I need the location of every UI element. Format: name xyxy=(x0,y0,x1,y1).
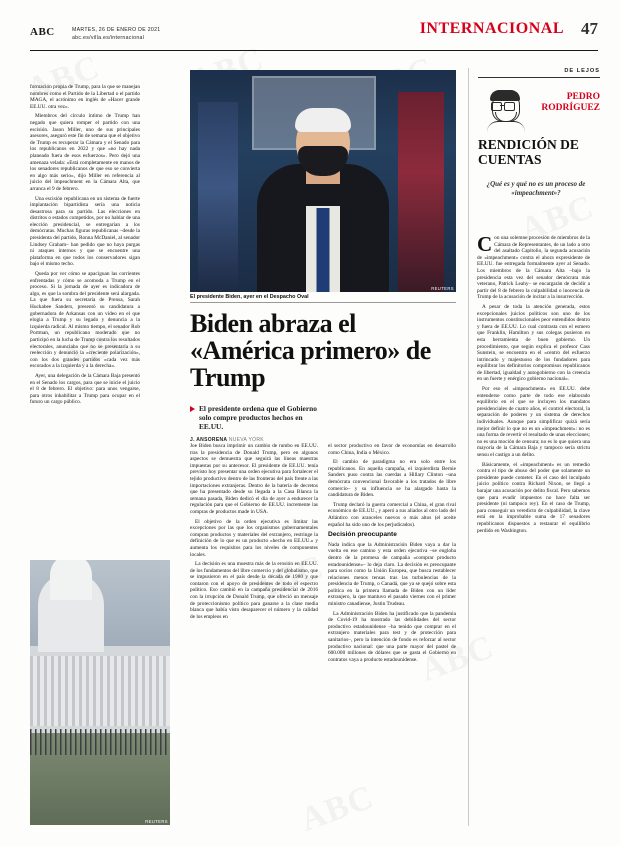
paragraph: Por eso el «impeachment» en EE.UU. debe entenderse como parte de todo ese elaborado equilibrio en el que se incluyen los mandatos presidenciales de cuatro años, el control electoral, la separación de poderes y un sistema de derechos individuales. Aunque para simplificar quizá sería mejor definir lo que no es un «impeachment»: no es una forma de revertir el resultado de unas elecciones; no es una moción de censura; no es lo que quiera una mayoría de la Cámara Baja y tampoco sería strictu sensu el castigo a un delito. xyxy=(477,386,590,458)
hair-shape xyxy=(295,108,351,132)
paragraph: El cambio de paradigma no era solo entre los republicanos. En aquella campaña, el izquierdista Bernie Sanders puso contra las cuerdas a Hillary Clinton –una demócrata convencional favorable a los tratados de libre comercio– y su influencia se ha alargado hasta la candidatura de Biden. xyxy=(328,459,456,499)
article-column-2 xyxy=(190,443,318,623)
masthead xyxy=(30,19,598,51)
opinion-author xyxy=(536,92,600,114)
glasses-icon xyxy=(504,102,515,111)
paragraph: Nada indica que la Administración Biden vaya a dar la vuelta en ese camino y esta orden ejecutiva –se engloba dentro de la promesa de campaña «comprar producto estadounidense»– lo deja claro. La decisión es preocupante para socios como la Unión Europea, que busca restablecer relaciones menos tensas tras las turbulencias de la presidencia de Trump, o Canadá, que ya se quejó sobre esta política en la primera llamada de Biden con un líder extranjero, la que mantuvo el pasado viernes con el primer ministro canadiense, Justin Trudeau. xyxy=(328,541,456,608)
paragraph: Con una solemne procesión de miembros de la Cámara de Representantes, de un lado a otro del asaltado Capitolio, la segunda acusación de «impeachment» contra el ahora expresidente de EE.UU. fue entregada formalmente ayer al Senado. Los miembros de la Cámara Alta –bajo la presidencia esta vez del senador demócrata más veterano, Patrick Leahy– se encargarán de decidir a partir del 8 de febrero la culpabilidad o inocencia de Trump de la acusación de incitar a la insurrección. xyxy=(477,232,590,301)
portrait-shoulders xyxy=(487,121,525,132)
flag-left xyxy=(198,102,238,292)
glasses-icon xyxy=(491,102,502,111)
photo-caption: El presidente Biden, ayer en el Despacho Oval xyxy=(190,294,456,303)
paragraph: La decisión es una muestra más de la erosión en EE.UU. de los fundamentos del libre comercio y del globalismo, que se impusieron en el país desde la década de 1980 y que contaron con el apoyo de presidentes de todo el espectro político. Eso cambió en la campaña presidencial de 2016 con la irrupción de Donald Trump, que ofreció un mensaje de proteccionismo político para ganarse a la clase media blanca que había visto desaparecer el número y la calidad de los empleos en xyxy=(190,561,318,620)
article-column-3 xyxy=(328,443,456,666)
opinion-standfirst: ¿Qué es y qué no es un proceso de «impeachment»? xyxy=(486,180,586,197)
capitol-photo xyxy=(30,560,170,825)
biden-figure xyxy=(248,92,398,292)
paragraph: Básicamente, el «impeachment» es un remedio contra el tipo de abuso del poder que solamente un presidente puede cometer. En el caso del inculpado juicio político contra Richard Nixon, se llegó a barajar una acusación por delito fiscal. Pero sabemos que para evadir impuestos no hace falta ser presidente (ni tampoco rey). En el caso de Trump, para conseguir un veredicto de culpabilidad, la clave está en la improbable suma de 17 senadores republicanos dispuestos a restaurar el equilibrio perdido en Washington. xyxy=(477,461,590,534)
opinion-kicker: DE LEJOS xyxy=(478,68,600,78)
flag-right xyxy=(398,92,444,292)
byline-location: NUEVA YORK xyxy=(228,437,264,443)
photo-credit: REUTERS xyxy=(145,819,168,824)
capitol-columns xyxy=(30,656,170,726)
abc-logo: ABC xyxy=(30,26,55,38)
paragraph: Una escisión republicana en un sistema de fuerte implantación bipartidista sería una noticia desastrosa para su partido. Las elecciones en distritos o estados competidos, por no hablar de una elección presidencial, se entregarían a los demócratas. Muchas figuras republicanas –desde la presidenta del partido, Ronna McDaniel, al senador Lindsey Graham– han pedido que no haya purgas ni ataques internos y que se encuentre una plataforma en que todos los conservadores sigan bajo el mismo techo. xyxy=(30,195,140,268)
main-photo xyxy=(190,70,456,292)
watermark xyxy=(296,778,379,839)
paragraph: Queda por ver cómo se apaciguan las corrientes enfrentadas y cómo se acomoda a Trump en el proceso. Si la jornada de ayer es indicadora de algo, es que la sombra del presidente será alargada. La que fuera su secretaria de Prensa, Sarah Huckabee Sanders, presentó su candidatura a gobernadora de Arkansas con un vídeo en el que elogia a Trump y su legado y denuncia a la izquierda radical. Al mismo tiempo, el senador Rob Portman, un republicano moderado que no participó en la lucha de Trump contra los resultados electorales, anunciaba que no se presentaría a su reelección y denunció la «creciente polarización», con los dos grandes partidos «cada vez más escorados a la izquierda y a la derecha». xyxy=(30,271,140,370)
opinion-title: RENDICIÓN DE CUENTAS xyxy=(478,137,579,167)
paragraph: Ayer, una delegación de la Cámara Baja presentó en el Senado los cargos, para que se inicie el juicio el 8 de febrero. El objetivo: para unos vengarse, para otros inhabilitar a Trump para ocupar en el futuro un cargo público. xyxy=(30,372,140,406)
issue-date xyxy=(72,26,160,42)
glasses-bridge xyxy=(500,105,504,106)
portrait-hair xyxy=(490,90,520,101)
paragraph: formación propia de Trump, para la que se manejan nombres como el Partido de la Libertad o el partido MAGA, el acrónimo en inglés de «Hacer grande EE.UU. otra vez». xyxy=(30,84,140,110)
opinion-author-first-name: PEDRO xyxy=(566,92,600,102)
page-number: 47 xyxy=(581,19,598,38)
section-title: INTERNACIONAL xyxy=(419,20,564,37)
security-fence xyxy=(30,729,170,755)
subsection-heading: Decisión preocupante xyxy=(328,531,397,539)
capitol-cupola xyxy=(50,560,92,600)
page-title: Biden abraza el «América primero» de Trump xyxy=(190,309,431,392)
paragraph: Joe Biden busca imprimir un cambio de rumbo en EE.UU. tras la presidencia de Donald Trump, pero en algunos aspectos se demuestra que seguirá las líneas maestras impuestas por su antecesor. El presidente de EE.UU. tenía previsto hoy presentar una orden ejecutiva para fortalecer el tejido productivo dentro de las fronteras del país frente a las importaciones extranjeras. Dentro de la batería de decretos que ha presentado desde su llegada a la Casa Blanca la semana pasada, Biden dedicó el día de ayer a endurecer la regulación para que el Gobierno de EE.UU. incremente las compras de productos made in USA. xyxy=(190,443,318,515)
byline-author: J. ANSORENA xyxy=(190,437,228,443)
paragraph: A pesar de toda la atención generada, estos excepcionales juicios políticos son uno de los instrumentos constitucionales peor entendidos dentro y fuera de EE.UU. Lo cual contrasta con el esmero que Franklin, Hamilton y sus colegas pusieron en esta herramienta de buen gobierno. Un procedimiento, que según explica el profesor Cass Sunstein, se encuentra en el «centro del esfuerzo intrincado y majestuoso de los fundadores para equilibrar los definitorios compromisos republicanos de libertad, igualdad y autogobierno con la creencia en un fuerte y enérgico gobierno nacional». xyxy=(477,303,590,383)
paragraph: el sector productivo en favor de economías en desarrollo como China, India o México. xyxy=(328,443,456,456)
opinion-author-last-name: RODRÍGUEZ xyxy=(541,103,600,113)
article-column-1 xyxy=(30,84,140,409)
author-portrait-illustration xyxy=(485,90,527,130)
tie-shape xyxy=(317,208,330,292)
opinion-body xyxy=(477,232,590,537)
paragraph: El objetivo de la orden ejecutiva es limitar las excepciones por las que los organismos gubernamentales compran productos y materiales del extranjero, restringe la definición de lo que es un producto «hecho en EE.UU.» y aumenta los requisitos para los niveles de componentes locales. xyxy=(190,518,318,558)
paragraph: Miembros del círculo íntimo de Trump han negado que quiera romper el partido con una escisión. Jason Miller, uno de sus principales asesores, aseguró este fin de semana que el objetivo de Trump es recuperar la Cámara y el Senado para los republicanos en 2022 y que «no hay nada planeado fuera de esos esfuerzos». Pero dejó una amenaza velada: «Está completamente en manos de los senadores republicanos de que eso se convierta en algo más serio», dijo Miller en referencia al juicio del impeachment en la Cámara Alta, que arranca el 9 de febrero. xyxy=(30,113,140,192)
issue-date-line1: MARTES, 26 DE ENERO DE 2021 xyxy=(72,27,161,33)
photo-credit: REUTERS xyxy=(431,286,454,291)
subheadline: El presidente ordena que el Gobierno solo compre productos hechos en EE.UU. xyxy=(199,404,317,431)
issue-date-line2: abc.es/villa.es/internacional xyxy=(72,35,145,41)
paragraph: La Administración Biden ha justificado que la pandemia de Covid-19 ha mostrado las debilidades del sector productivo estadounidense –ha tenido que comprar en el extranjero materiales para test y de protección para sanitarios–, pero la intención de fondo es reforzar al sector productivo nacional: que una parte mayor del pastel de 600.000 millones de dólares que se gasta el Gobierno en contratos vaya a producto estadounidense. xyxy=(328,610,456,663)
paragraph: Trump declaró la guerra comercial a China, el gran rival económico de EE.UU., y aperó a sus aliados al otro lado del Atlántico con aranceles nuevos o más altos (el aceite español ha sido uno de los perjudicados). xyxy=(328,501,456,528)
